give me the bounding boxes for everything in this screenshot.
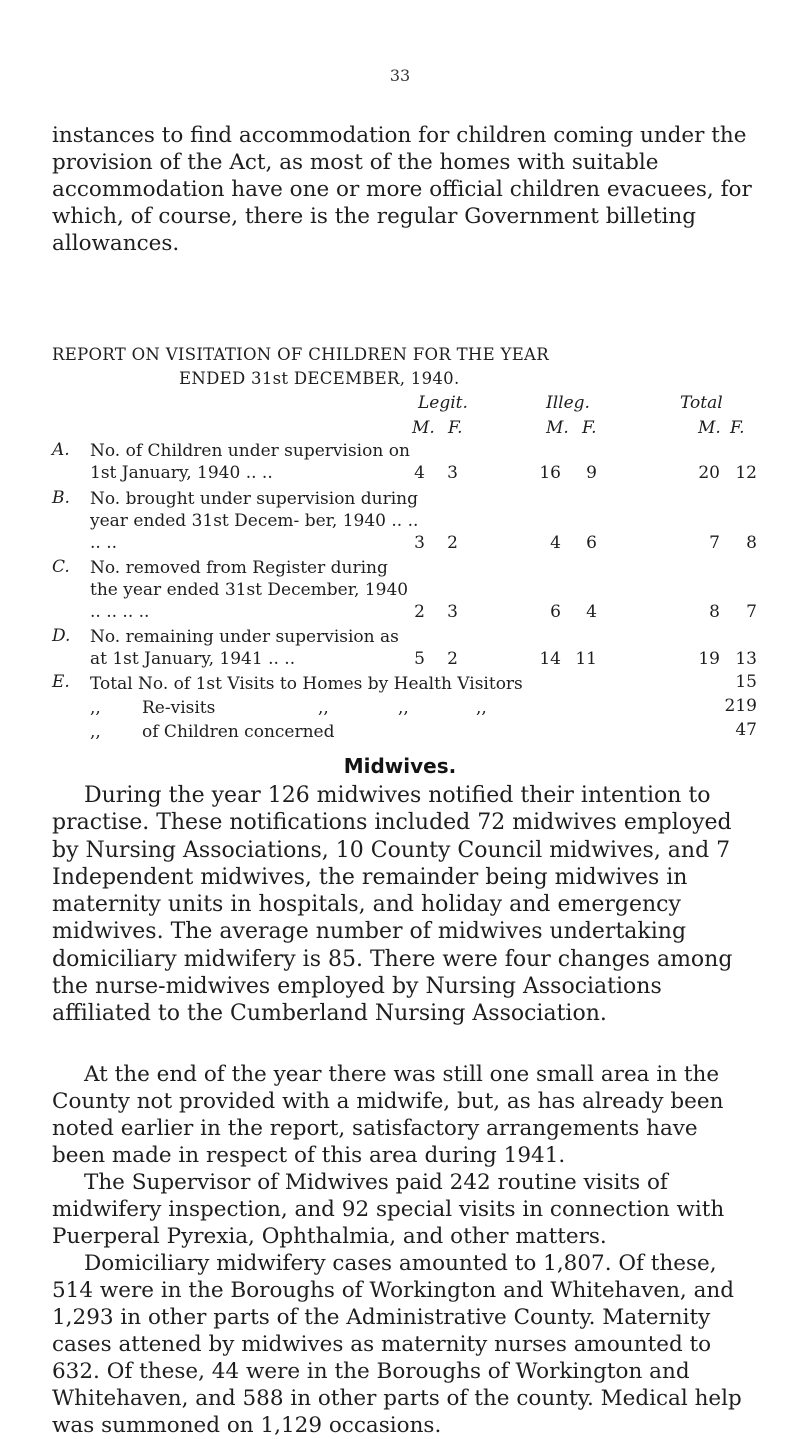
subheader-legit-f: F. — [448, 418, 463, 438]
visits-revisit-ditto: ,, — [90, 698, 101, 718]
row-a-total-m: 20 — [698, 463, 720, 483]
report-heading-line1: REPORT ON VISITATION OF CHILDREN FOR THE YEAR — [52, 345, 549, 364]
subheader-total-m: M. — [698, 418, 721, 438]
midwives-paragraph-1: During the year 126 midwives notified their intention to practise. These notifications included 72 midwives employed by Nursing Associations, 10 County Council midwives, and 7 Independent midwives, the remainder being midwives in maternity units in hospitals, and holiday and emergency midwives. The average number of midwives undertaking domiciliary midwifery is 85. There were four changes among the nurse-midwives employed by Nursing Associations affiliated to the Cumberland Nursing Association. — [52, 783, 733, 1027]
row-c-label: No. removed from Register during the year ended 31st December, 1940 .. .. .. .. — [90, 558, 409, 622]
row-b-total-m: 7 — [709, 533, 720, 553]
row-b-illeg-m: 4 — [550, 533, 561, 553]
row-b-total-f: 8 — [746, 533, 757, 553]
header-legit: Legit. — [418, 393, 468, 413]
row-b-illeg-f: 6 — [586, 533, 597, 553]
row-d-total-m: 19 — [698, 649, 720, 669]
row-b-letter: B. — [52, 488, 70, 508]
row-a-label: No. of Children under supervision on 1st January, 1940 .. .. — [90, 441, 410, 483]
row-d-legit-m: 5 — [414, 649, 425, 669]
subheader-illeg-f: F. — [582, 418, 597, 438]
midwives-title: Midwives. — [343, 754, 457, 778]
row-a-illeg-f: 9 — [586, 463, 597, 483]
row-d-illeg-m: 14 — [539, 649, 561, 669]
intro-paragraph: instances to find accommodation for children coming under the provision of the Act, as most of the homes with suitable accommodation have one or more official children evacuees, for which, of course, there is the regular Government billeting allowances. — [52, 123, 752, 256]
row-c-legit-m: 2 — [414, 602, 425, 622]
midwives-paragraph-4: Domiciliary midwifery cases amounted to 1,807. Of these, 514 were in the Boroughs of Workington and Whitehaven, and 1,293 in other parts of the Administrative County. Maternity cases attened by midwives as maternity nurses amounted to 632. Of these, 44 were in the Boroughs of Workington and Whitehaven, and 588 in other parts of the county. Medical help was summoned on 1,129 occasions. — [52, 1251, 742, 1438]
midwives-paragraph-3: The Supervisor of Midwives paid 242 routine visits of midwifery inspection, and 92 special visits in connection with Puerperal Pyrexia, Ophthalmia, and other matters. — [52, 1170, 725, 1249]
row-a-total-f: 12 — [735, 463, 757, 483]
visits-children-ditto: ,, — [90, 722, 101, 742]
row-e-letter: E. — [52, 672, 70, 692]
row-b-legit-m: 3 — [414, 533, 425, 553]
row-a-legit-m: 4 — [414, 463, 425, 483]
row-d-illeg-f: 11 — [575, 649, 597, 669]
row-d-total-f: 13 — [735, 649, 757, 669]
header-illeg: Illeg. — [546, 393, 590, 413]
visits-children-value: 47 — [735, 720, 757, 740]
subheader-illeg-m: M. — [546, 418, 569, 438]
visits-revisit-ditto-2: ,, — [318, 698, 329, 718]
row-a-legit-f: 3 — [447, 463, 458, 483]
row-c-letter: C. — [52, 557, 70, 577]
row-a-letter: A. — [52, 440, 70, 460]
row-c-legit-f: 3 — [447, 602, 458, 622]
row-c-illeg-m: 6 — [550, 602, 561, 622]
row-d-label: No. remaining under supervision as at 1st January, 1941 .. .. — [90, 627, 399, 669]
row-c-total-m: 8 — [709, 602, 720, 622]
visits-first-value: 15 — [735, 672, 757, 692]
row-c-total-f: 7 — [746, 602, 757, 622]
visits-revisit-ditto-4: ,, — [476, 698, 487, 718]
row-b-label: No. brought under supervision during year ended 31st Decem- ber, 1940 .. .. .. .. — [90, 489, 419, 553]
row-a-illeg-m: 16 — [539, 463, 561, 483]
header-total: Total — [680, 393, 723, 413]
page-number: 33 — [389, 66, 411, 85]
row-c-illeg-f: 4 — [586, 602, 597, 622]
subheader-legit-m: M. — [412, 418, 435, 438]
row-d-legit-f: 2 — [447, 649, 458, 669]
row-b-legit-f: 2 — [447, 533, 458, 553]
report-heading-line2: ENDED 31st DECEMBER, 1940. — [179, 369, 460, 388]
row-d-letter: D. — [52, 626, 71, 646]
subheader-total-f: F. — [730, 418, 745, 438]
report-heading — [52, 343, 752, 391]
visits-first-label: Total No. of 1st Visits to Homes by Health Visitors — [90, 674, 523, 694]
visits-revisit-value: 219 — [724, 696, 757, 716]
visits-revisit-ditto-3: ,, — [398, 698, 409, 718]
midwives-paragraph-2: At the end of the year there was still one small area in the County not provided with a midwife, but, as has already been noted earlier in the report, satisfactory arrangements have been made in respect of this area during 1941. — [52, 1062, 724, 1168]
visits-revisit-label: Re-visits — [142, 698, 216, 718]
visits-children-label: of Children concerned — [142, 722, 335, 742]
